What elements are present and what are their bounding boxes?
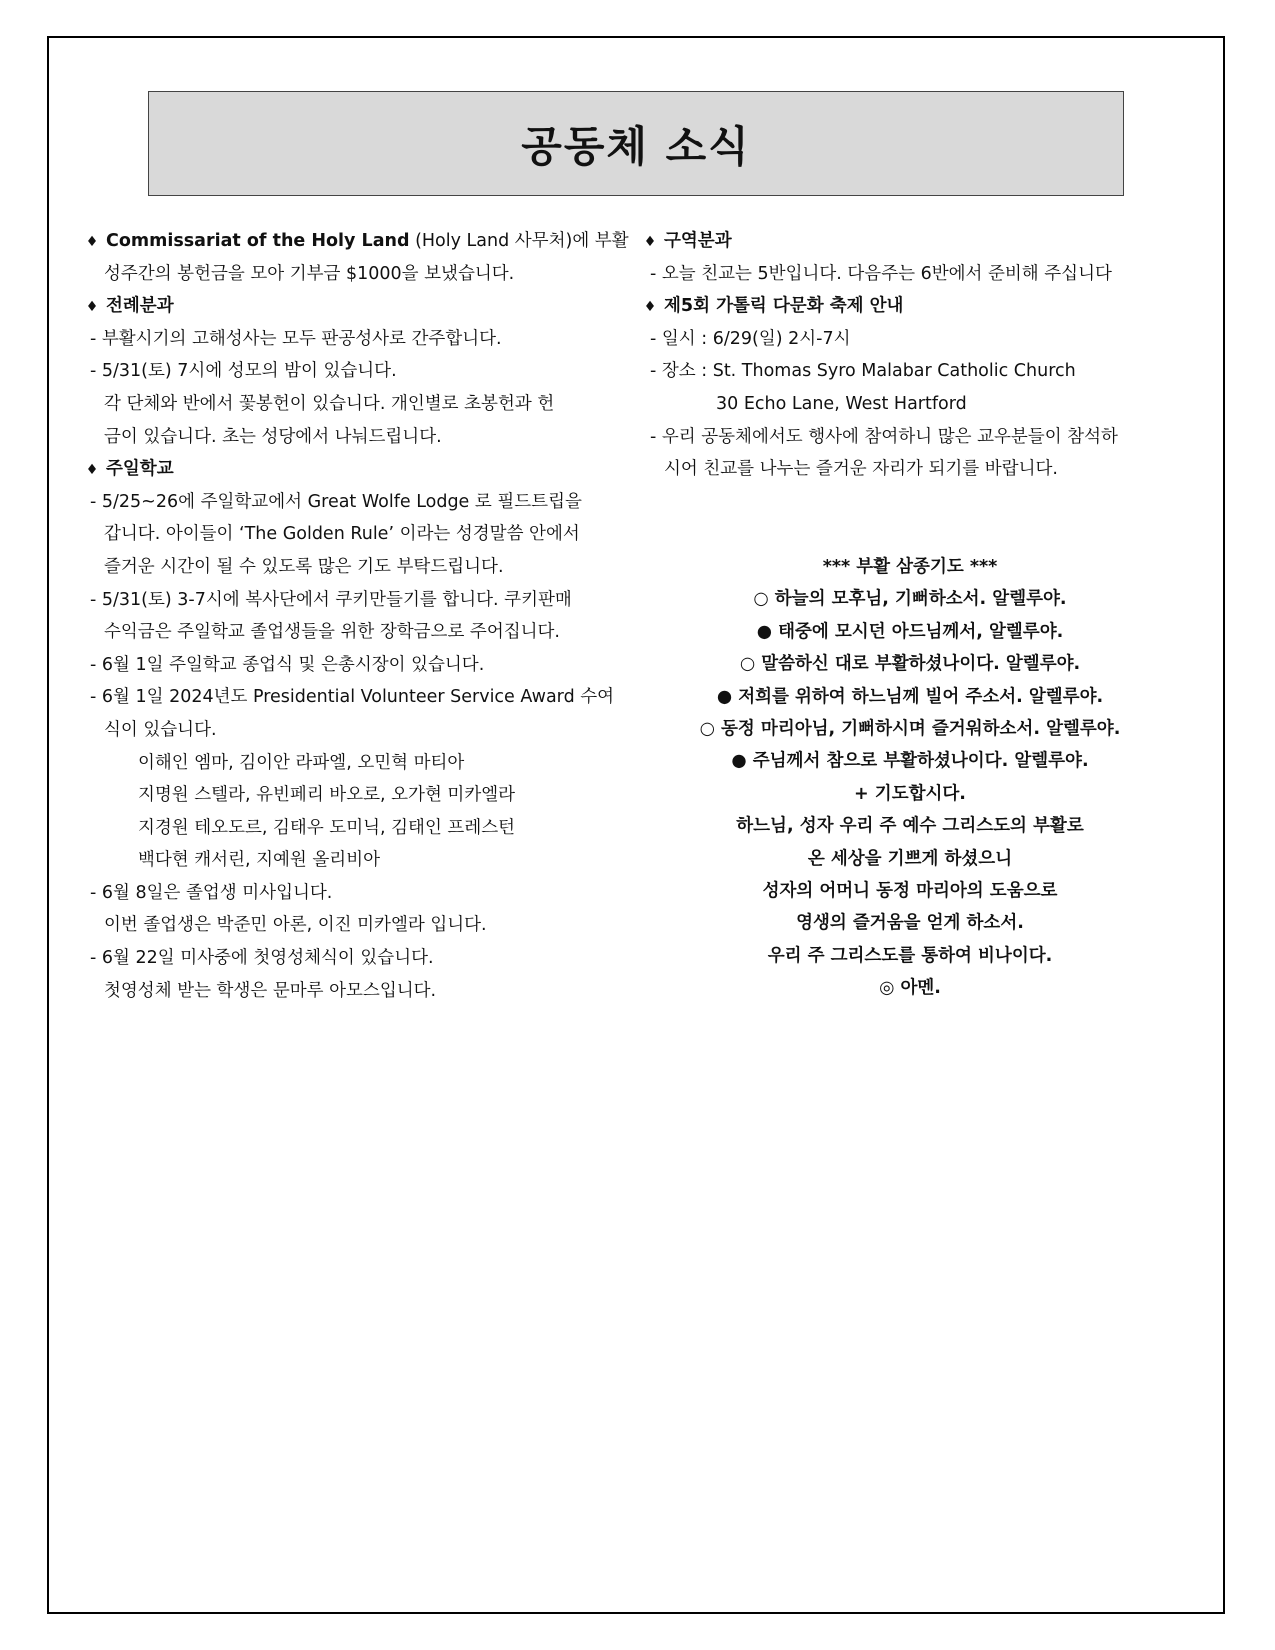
right-column: [636, 225, 1196, 486]
prayer-line: ● 주님께서 참으로 부활하셨나이다. 알렐루야.: [731, 751, 1089, 772]
commissariat-line-1: [78, 225, 629, 258]
sunday-school-line: 이번 졸업생은 박준민 아론, 이진 미카엘라 입니다.: [104, 915, 487, 936]
festival-address: 30 Echo Lane, West Hartford: [716, 393, 967, 414]
honoree-names: 이해인 엠마, 김이안 라파엘, 오민혁 마티아: [138, 752, 465, 773]
sunday-school-line: 즐거운 시간이 될 수 있도록 많은 기도 부탁드립니다.: [104, 556, 504, 577]
left-column: [78, 225, 629, 1007]
prayer-line: ○ 말씀하신 대로 부활하셨나이다. 알렐루야.: [739, 654, 1081, 675]
festival-heading-text: 제5회 가톨릭 다문화 축제 안내: [664, 296, 904, 317]
district-heading-text: 구역분과: [664, 231, 732, 251]
sunday-school-line: - 5/31(토) 3-7시에 복사단에서 쿠키만들기를 합니다. 쿠키판매: [90, 589, 572, 610]
prayer-line: ● 저희를 위하여 하느님께 빌어 주소서. 알렐루야.: [716, 686, 1104, 707]
prayer-line: + 기도합시다.: [854, 783, 966, 804]
festival-date: - 일시 : 6/29(일) 2시-7시: [650, 328, 851, 349]
prayer-line: ○ 하늘의 모후님, 기뻐하소서. 알렐루야.: [753, 589, 1067, 610]
diamond-bullet-icon: ♦: [643, 299, 657, 316]
sunday-school-line: - 5/25~26에 주일학교에서 Great Wolfe Lodge 로 필드트립을: [90, 491, 582, 512]
prayer-line: 우리 주 그리스도를 통하여 비나이다.: [767, 945, 1053, 966]
liturgy-item: - 5/31(토) 7시에 성모의 밤이 있습니다.: [90, 361, 397, 382]
festival-heading: [636, 290, 1196, 323]
prayer-line: 온 세상을 기쁘게 하셨으니: [807, 848, 1013, 869]
honoree-names: 백다현 캐서린, 지예원 올리비아: [138, 850, 381, 871]
page-title: 공동체 소식: [521, 121, 751, 171]
regina-caeli-prayer: [640, 551, 1180, 1004]
liturgy-item-cont: 금이 있습니다. 초는 성당에서 나눠드립니다.: [104, 426, 442, 447]
sunday-school-line: - 6월 22일 미사중에 첫영성체식이 있습니다.: [90, 948, 434, 969]
commissariat-text: (Holy Land 사무처)에 부활: [409, 231, 629, 251]
sunday-school-heading: [78, 453, 618, 486]
sunday-school-line: - 6월 1일 2024년도 Presidential Volunteer Service Award 수여: [90, 687, 615, 708]
diamond-bullet-icon: ♦: [85, 462, 99, 479]
liturgy-item-cont: 각 단체와 반에서 꽃봉헌이 있습니다. 개인별로 초봉헌과 헌: [104, 393, 555, 414]
honoree-names: 지명원 스텔라, 유빈페리 바오로, 오가현 미카엘라: [138, 785, 516, 806]
commissariat-line-2: 성주간의 봉헌금을 모아 기부금 $1000을 보냈습니다.: [104, 263, 515, 284]
sunday-school-heading-text: 주일학교: [106, 459, 174, 480]
sunday-school-line: 수익금은 주일학교 졸업생들을 위한 장학금으로 주어집니다.: [104, 622, 560, 643]
liturgy-heading-text: 전례분과: [106, 296, 174, 317]
liturgy-heading: [78, 290, 618, 323]
festival-note: - 우리 공동체에서도 행사에 참여하니 많은 교우분들이 참석하: [650, 426, 1118, 447]
title-banner: [148, 91, 1124, 196]
prayer-line: 하느님, 성자 우리 주 예수 그리스도의 부활로: [736, 816, 1084, 837]
prayer-line: ○ 동정 마리아님, 기뻐하시며 즐거워하소서. 알렐루야.: [699, 718, 1121, 739]
prayer-line: ● 태중에 모시던 아드님께서, 알렐루야.: [756, 621, 1064, 642]
prayer-line: 영생의 즐거움을 얻게 하소서.: [796, 913, 1024, 934]
sunday-school-line: 첫영성체 받는 학생은 문마루 아모스입니다.: [104, 980, 437, 1001]
sunday-school-line: 식이 있습니다.: [104, 719, 217, 740]
festival-place: - 장소 : St. Thomas Syro Malabar Catholic Church: [650, 361, 1076, 382]
prayer-line: 성자의 어머니 동정 마리아의 도움으로: [762, 880, 1058, 901]
district-heading: [636, 225, 1196, 258]
liturgy-item: - 부활시기의 고해성사는 모두 판공성사로 간주합니다.: [90, 328, 502, 349]
commissariat-name: Commissariat of the Holy Land: [106, 231, 410, 251]
diamond-bullet-icon: ♦: [643, 234, 657, 250]
diamond-bullet-icon: ♦: [85, 299, 99, 316]
sunday-school-line: 갑니다. 아이들이 ‘The Golden Rule’ 이라는 성경말씀 안에서: [104, 524, 580, 545]
district-line: - 오늘 친교는 5반입니다. 다음주는 6반에서 준비해 주십니다: [650, 263, 1112, 284]
sunday-school-line: - 6월 1일 주일학교 종업식 및 은총시장이 있습니다.: [90, 654, 485, 675]
prayer-title: *** 부활 삼종기도 ***: [822, 557, 998, 577]
prayer-amen: ◎ 아멘.: [879, 978, 941, 999]
festival-note: 시어 친교를 나누는 즐거운 자리가 되기를 바랍니다.: [664, 459, 1058, 480]
diamond-bullet-icon: ♦: [85, 234, 99, 250]
sunday-school-line: - 6월 8일은 졸업생 미사입니다.: [90, 882, 333, 903]
honoree-names: 지경원 테오도르, 김태우 도미닉, 김태인 프레스턴: [138, 817, 516, 838]
